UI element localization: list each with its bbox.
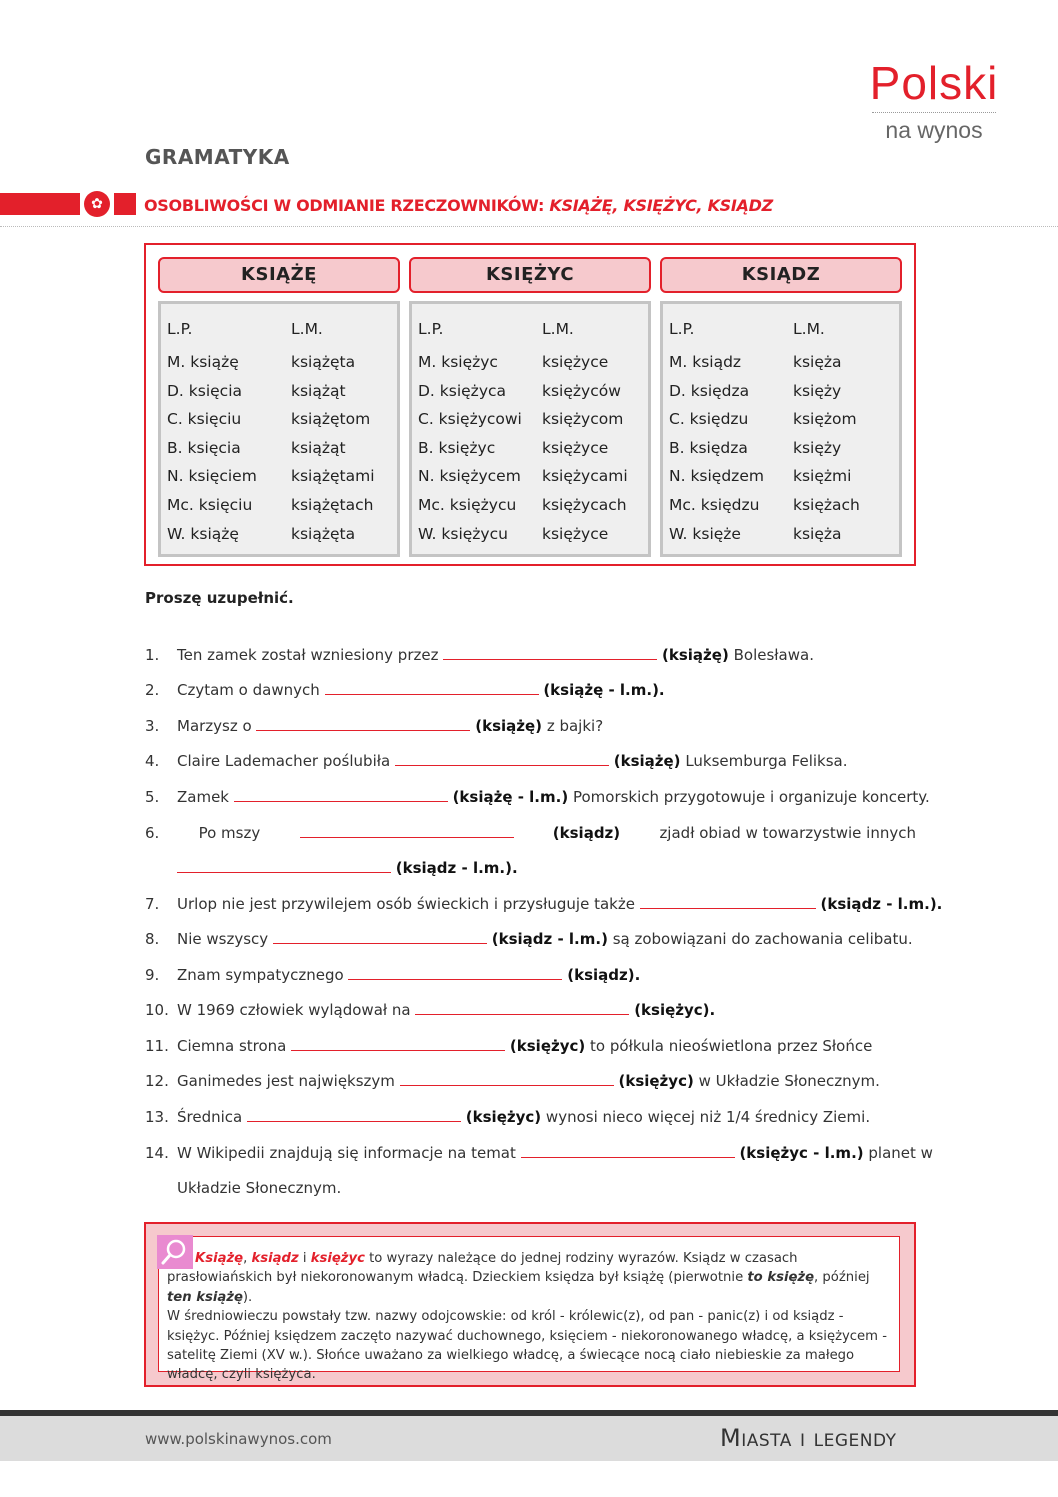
exercise-item	[145, 716, 916, 736]
exercise-number: 3.	[145, 717, 160, 735]
logo-main: Polski	[869, 57, 999, 109]
exercise-number: 4.	[145, 752, 160, 770]
exercise-hint: (książę)	[662, 646, 729, 664]
exercise-item	[145, 965, 916, 985]
exercise-hint: (książę)	[475, 717, 543, 735]
info-emphasis: ten książę	[167, 1289, 243, 1305]
table-ksiaze	[158, 257, 400, 543]
exercise-item	[145, 1107, 916, 1127]
exercise-hint: (księżyc).	[634, 1001, 716, 1019]
cell: M. ksiądz	[669, 353, 742, 371]
exercise-text: Urlop nie jest przywilejem osób świeckich i przysługuje także	[177, 895, 635, 913]
table-header: KSIĄDZ	[660, 257, 902, 293]
cell: C. księciu	[167, 410, 242, 428]
exercise-text: z bajki?	[546, 717, 604, 735]
cell: księży	[793, 439, 842, 457]
cell: C. księżycowi	[418, 410, 522, 428]
answer-blank[interactable]	[521, 1143, 735, 1158]
logo	[868, 58, 1000, 143]
exercise-hint: (księżyc)	[509, 1037, 586, 1055]
exercise-text: zjadł obiad w towarzystwie innych	[659, 824, 916, 842]
logo-separator	[872, 112, 996, 113]
exercise-hint: (książę - l.m.)	[452, 788, 569, 806]
exercise-text: Luksemburga Feliksa.	[685, 752, 848, 770]
exercise-hint: (księżyc - l.m.)	[739, 1144, 864, 1162]
exercise-item	[145, 787, 930, 807]
label-lp: L.P.	[669, 320, 695, 338]
cell: książęta	[291, 353, 356, 371]
cell: Mc. księdzu	[669, 496, 760, 514]
exercise-text: to półkula nieoświetlona przez Słońce	[590, 1037, 873, 1055]
exercise-hint: (ksiądz - l.m.).	[395, 859, 518, 877]
exercise-text: Czytam o dawnych	[177, 681, 320, 699]
exercise-hint: (książę - l.m.).	[543, 681, 665, 699]
exercise-text: Po mszy	[198, 824, 261, 842]
keyword: ksiądz	[251, 1251, 299, 1266]
exercise-text: Ten zamek został wzniesiony przez	[177, 646, 439, 664]
cell: książęta	[291, 525, 356, 543]
exercise-text: Układzie Słonecznym.	[177, 1179, 342, 1197]
exercise-item	[145, 1143, 933, 1163]
exercise-hint: (księżyc)	[465, 1108, 542, 1126]
exercise-number: 14.	[145, 1144, 169, 1162]
exercise-number: 1.	[145, 646, 160, 664]
cell: księżmi	[793, 467, 852, 485]
exercise-hint: (ksiądz - l.m.)	[491, 930, 608, 948]
exercise-text: Średnica	[177, 1108, 243, 1126]
subtitle-italic: KSIĄŻĘ, KSIĘŻYC, KSIĄDZ	[549, 196, 773, 215]
exercise-text: Zamek	[177, 788, 229, 806]
exercise-text: Bolesława.	[733, 646, 814, 664]
answer-blank[interactable]	[395, 751, 609, 766]
exercise-text: Claire Lademacher poślubiła	[177, 752, 391, 770]
info-text	[167, 1249, 895, 1385]
table-ksiezyc	[409, 257, 651, 543]
keyword: Książę	[195, 1251, 244, 1266]
cell: księżom	[793, 410, 857, 428]
exercise-item	[145, 929, 916, 949]
cell: księża	[793, 353, 842, 371]
footer-url[interactable]: www.polskinawynos.com	[145, 1430, 332, 1448]
exercise-hint: (ksiądz).	[567, 966, 641, 984]
cell: B. księżyc	[418, 439, 496, 457]
answer-blank[interactable]	[300, 823, 514, 838]
exercise-hint: (książę)	[613, 752, 681, 770]
instruction: Proszę uzupełnić.	[145, 589, 294, 607]
answer-blank[interactable]	[640, 894, 816, 909]
cell: M. księżyc	[418, 353, 498, 371]
cell: księżycami	[542, 467, 628, 485]
info-sep: ,	[243, 1251, 252, 1266]
dotted-divider	[0, 226, 1058, 227]
cell: księżyców	[542, 382, 621, 400]
exercise-number: 8.	[145, 930, 160, 948]
exercise-item	[145, 858, 916, 878]
exercise-item	[145, 1036, 916, 1056]
exercise-number: 9.	[145, 966, 160, 984]
exercise-number: 2.	[145, 681, 160, 699]
cell: księży	[793, 382, 842, 400]
grammar-icon: ✿	[84, 191, 110, 217]
exercise-number: 5.	[145, 788, 160, 806]
table-body	[158, 301, 400, 557]
exercise-number: 7.	[145, 895, 160, 913]
cell: księżycach	[542, 496, 627, 514]
exercise-text: Marzysz o	[177, 717, 252, 735]
cell: książętach	[291, 496, 374, 514]
answer-blank[interactable]	[443, 645, 657, 660]
exercise-text: Znam sympatycznego	[177, 966, 344, 984]
exercise-item	[145, 823, 916, 843]
cell: N. księciem	[167, 467, 257, 485]
answer-blank[interactable]	[273, 929, 487, 944]
table-header: KSIĘŻYC	[409, 257, 651, 293]
cell: W. książę	[167, 525, 239, 543]
exercise-item	[145, 894, 943, 914]
table-body	[660, 301, 902, 557]
exercise-text: wynosi nieco więcej niż 1/4 średnicy Ziemi.	[545, 1108, 871, 1126]
exercise-hint: (ksiądz)	[552, 824, 621, 842]
exercise-number: 12.	[145, 1072, 169, 1090]
cell: książętom	[291, 410, 371, 428]
exercise-text: planet w	[868, 1144, 933, 1162]
label-lm: L.M.	[793, 320, 825, 338]
exercise-item	[145, 645, 916, 665]
answer-blank[interactable]	[177, 858, 391, 873]
answer-blank[interactable]	[256, 716, 470, 731]
cell: D. księcia	[167, 382, 243, 400]
exercise-number: 6.	[145, 824, 160, 842]
answer-blank[interactable]	[325, 680, 539, 695]
exercise-item	[145, 751, 916, 771]
cell: Mc. księżycu	[418, 496, 517, 514]
exercise-number: 11.	[145, 1037, 169, 1055]
cell: księża	[793, 525, 842, 543]
exercise-text: w Układzie Słonecznym.	[698, 1072, 880, 1090]
cell: M. książę	[167, 353, 239, 371]
cell: księżyce	[542, 439, 609, 457]
cell: książętami	[291, 467, 375, 485]
accent-square	[114, 193, 136, 215]
info-emphasis: to księżę	[747, 1270, 815, 1286]
cell: książąt	[291, 382, 346, 400]
exercise-text: Nie wszyscy	[177, 930, 269, 948]
exercise-hint: (ksiądz - l.m.).	[820, 895, 943, 913]
answer-blank[interactable]	[415, 1000, 629, 1015]
cell: B. księcia	[167, 439, 241, 457]
table-ksiadz	[660, 257, 902, 543]
cell: N. księżycem	[418, 467, 521, 485]
exercise-text: Ganimedes jest największym	[177, 1072, 395, 1090]
answer-blank[interactable]	[291, 1036, 505, 1051]
cell: książąt	[291, 439, 346, 457]
cell: księżyce	[542, 353, 609, 371]
label-lm: L.M.	[542, 320, 574, 338]
cell: W. księże	[669, 525, 741, 543]
accent-band	[0, 193, 80, 215]
exercise-item	[145, 1000, 916, 1020]
exercise-number: 10.	[145, 1001, 169, 1019]
exercise-text: W Wikipedii znajdują się informacje na temat	[177, 1144, 516, 1162]
cell: D. księżyca	[418, 382, 507, 400]
label-lm: L.M.	[291, 320, 323, 338]
info-paragraph: W średniowieczu powstały tzw. nazwy odojcowskie: od król - królewic(z), od pan - panic(z) i od ksiądz - księżyc. Później księdzem zaczęto nazywać duchownego, księciem - niekoronowanego władcę, a księżycem - satelitę Ziemi (XV w.). Słońce uważano za wielkiego władcę, a świecące nocą ciało niebieskie za małego władcę, czyli księżyca.	[167, 1309, 887, 1383]
declension-tables	[144, 243, 916, 566]
table-body	[409, 301, 651, 557]
exercise-text: Ciemna strona	[177, 1037, 287, 1055]
cell: C. księdzu	[669, 410, 749, 428]
exercise-item	[145, 1071, 916, 1091]
subtitle-plain: OSOBLIWOŚCI W ODMIANIE RZECZOWNIKÓW:	[144, 196, 545, 215]
exercise-hint: (księżyc)	[618, 1072, 694, 1090]
exercise-text: W 1969 człowiek wylądował na	[177, 1001, 411, 1019]
info-sentence: ).	[242, 1289, 253, 1305]
exercise-text: są zobowiązani do zachowania celibatu.	[612, 930, 913, 948]
cell: W. księżycu	[418, 525, 508, 543]
answer-blank[interactable]	[400, 1071, 614, 1086]
subtitle	[144, 196, 773, 215]
table-header: KSIĄŻĘ	[158, 257, 400, 293]
keyword: księżyc	[310, 1251, 365, 1266]
answer-blank[interactable]	[247, 1107, 461, 1122]
info-sep: i	[298, 1251, 311, 1266]
answer-blank[interactable]	[348, 965, 562, 980]
info-box-inner	[158, 1236, 900, 1383]
section-title: GRAMATYKA	[145, 145, 290, 169]
answer-blank[interactable]	[234, 787, 448, 802]
footer-series: Miasta i legendy	[720, 1424, 897, 1452]
label-lp: L.P.	[167, 320, 193, 338]
cell: księżyce	[542, 525, 609, 543]
exercise-item	[145, 1178, 916, 1198]
info-sentence: , później	[814, 1270, 870, 1286]
logo-sub: na wynos	[885, 117, 983, 143]
info-box	[144, 1222, 916, 1387]
cell: N. księdzem	[669, 467, 764, 485]
cell: B. księdza	[669, 439, 748, 457]
cell: Mc. księciu	[167, 496, 253, 514]
label-lp: L.P.	[418, 320, 444, 338]
exercise-number: 13.	[145, 1108, 169, 1126]
exercise-item	[145, 680, 916, 700]
cell: księżycom	[542, 410, 624, 428]
exercise-text: Pomorskich przygotowuje i organizuje koncerty.	[572, 788, 930, 806]
info-sentence: to wyrazy należące do jednej rodziny wyrazów. Ksiądz w czasach prasłowiańskich był niekoronowanym władcą. Dzieckiem księdza był książę (pierwotnie	[167, 1251, 798, 1286]
cell: D. księdza	[669, 382, 750, 400]
cell: księżach	[793, 496, 860, 514]
